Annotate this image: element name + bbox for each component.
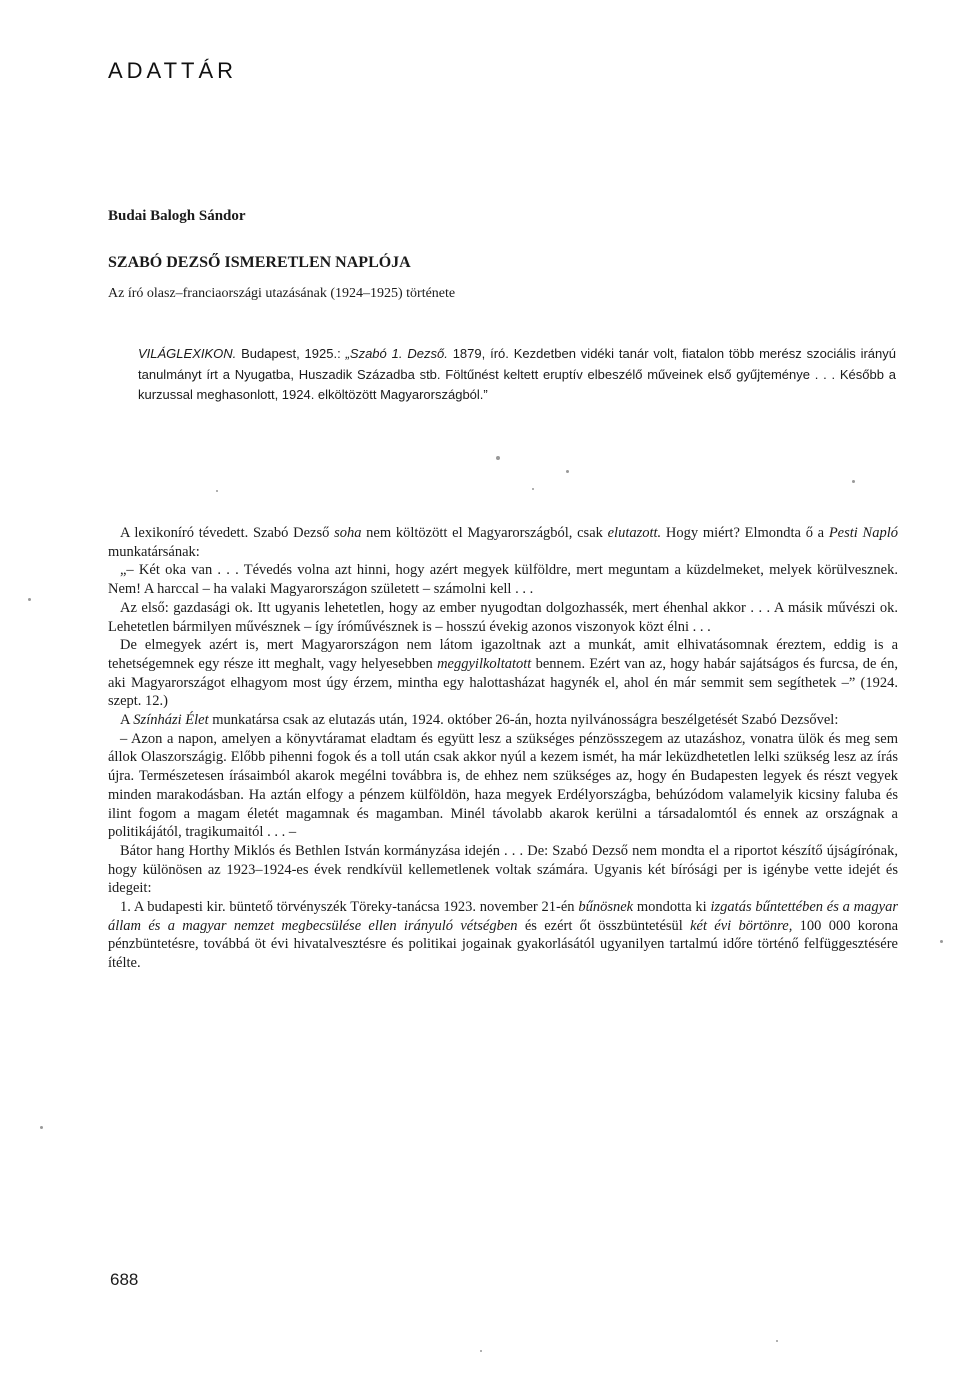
scan-speck [852, 480, 855, 483]
scan-speck [532, 488, 534, 490]
scan-speck [216, 490, 218, 492]
article-author: Budai Balogh Sándor [108, 208, 246, 224]
scan-speck [28, 598, 31, 601]
paragraph: De elmegyek azért is, mert Magyarországon nem látom igazoltnak azt a munkát, amit elhivatásomnak éreztem, eddig is a tehetségemnek egy része itt meghalt, vagy helyesebben meggyilkoltatott bennem. Ezért van az, hogy habár sajátságos és furcsa, de én, aki Magyarországot elhagyom most úgy érzem, mintha egy halottasházat hagynék el, ahol én már semmit sem segíthetek –” (1924. szept. 12.) [108, 637, 898, 710]
scan-speck [480, 1350, 482, 1352]
scan-speck [40, 1126, 43, 1129]
article-title: SZABÓ DEZSŐ ISMERETLEN NAPLÓJA [108, 254, 411, 271]
article-body [108, 524, 898, 973]
paragraph: „– Két oka van . . . Tévedés volna azt hinni, hogy azért megyek külföldre, mert meguntam a küzdelmeket, melyek körülvesznek. Nem! A harccal – ha valaki Magyarországon született – számolni kell . . . [108, 562, 898, 598]
article-subtitle: Az író olasz–franciaországi utazásának (1924–1925) története [108, 286, 456, 301]
scan-speck [496, 456, 500, 460]
paragraph: – Azon a napon, amelyen a könyvtáramat eladtam és együtt lesz a szükséges pénzösszegem az utazáshoz, vonatra ülök és meg sem állok Olaszországig. Előbb pihenni fogok és a toll után csak akkor nyúl a kezem ismét, ha már leküzdhetetlen lelki szükség lesz az írás újra. Természetesen írásaimból akarok megélni továbbra is, de ehhez nem szükséges az, hogy én Budapesten legyek és részt vegyek minden marakodásban. Ha aztán elfogy a pénzem külföldön, haza megyek Erdélyországba, behúzódom valamelyik kicsiny faluba és ilint fogom a magam életét magamnak és magamban. Minél távolabb akarok kerülni a társadalomtól és ennek az országnak a politikájától, tragikumaitól . . . – [108, 730, 898, 841]
page-number: 688 [110, 1270, 139, 1289]
lexicon-quote: VILÁGLEXIKON. Budapest, 1925.: „Szabó 1. Dezső. 1879, író. Kezdetben vidéki tanár volt, fiatalon több merész szociális irányú tanulmányt írt a Nyugatba, Huszadik Századba stb. Föltűnést keltett eruptív elbeszélő műveinek első gyűjteménye . . . Később a kurzussal meghasonlott, 1924. elköltözött Magyarországból.” [138, 346, 896, 402]
lexicon-entry: „Szabó 1. Dezső. [345, 346, 448, 361]
section-heading: ADATTÁR [108, 58, 238, 83]
paragraph: Az első: gazdasági ok. Itt ugyanis lehetetlen, hogy az ember nyugodtan dolgozhassék, mert éhenhal akkor . . . A másik művészi ok. Lehetetlen bármilyen művésznek – így íróművésznek is – hosszú évekig azonos viszonyok közt élni . . . [108, 599, 898, 635]
paragraph: 1. A budapesti kir. büntető törvényszék Töreky-tanácsa 1923. november 21-én bűnösnek mondotta ki izgatás bűntettében és a magyar állam és a magyar nemzet megbecsülése ellen irányuló vétségben és ezért őt összbüntetésül két évi börtönre, 100 000 korona pénzbüntetésre, továbbá öt évi hivatalvesztésre és politikai jogainak gyakorlásától ugyanilyen tartalmú időre történő felfüggesztésére ítélte. [108, 899, 899, 972]
paragraph: Bátor hang Horthy Miklós és Bethlen István kormányzása idején . . . De: Szabó Dezső nem mondta el a riportot készítő újságírónak, hogy különösen az 1923–1924-es évek rendkívül kellemetlenek voltak számára. Ugyanis két bírósági per is igénybe vette idejét és idegeit: [108, 842, 898, 897]
lexicon-source: VILÁGLEXIKON. [138, 346, 237, 361]
scan-speck [940, 940, 943, 943]
paragraph: A lexikoníró tévedett. Szabó Dezső soha nem költözött el Magyarországból, csak elutazott. Hogy miért? Elmondta ő a Pesti Napló munkatársának: [108, 525, 898, 560]
scan-speck [776, 1340, 778, 1342]
paragraph: A Színházi Élet munkatársa csak az elutazás után, 1924. október 26-án, hozta nyilvánosságra beszélgetését Szabó Dezsővel: [120, 712, 839, 729]
scan-speck [566, 470, 569, 473]
